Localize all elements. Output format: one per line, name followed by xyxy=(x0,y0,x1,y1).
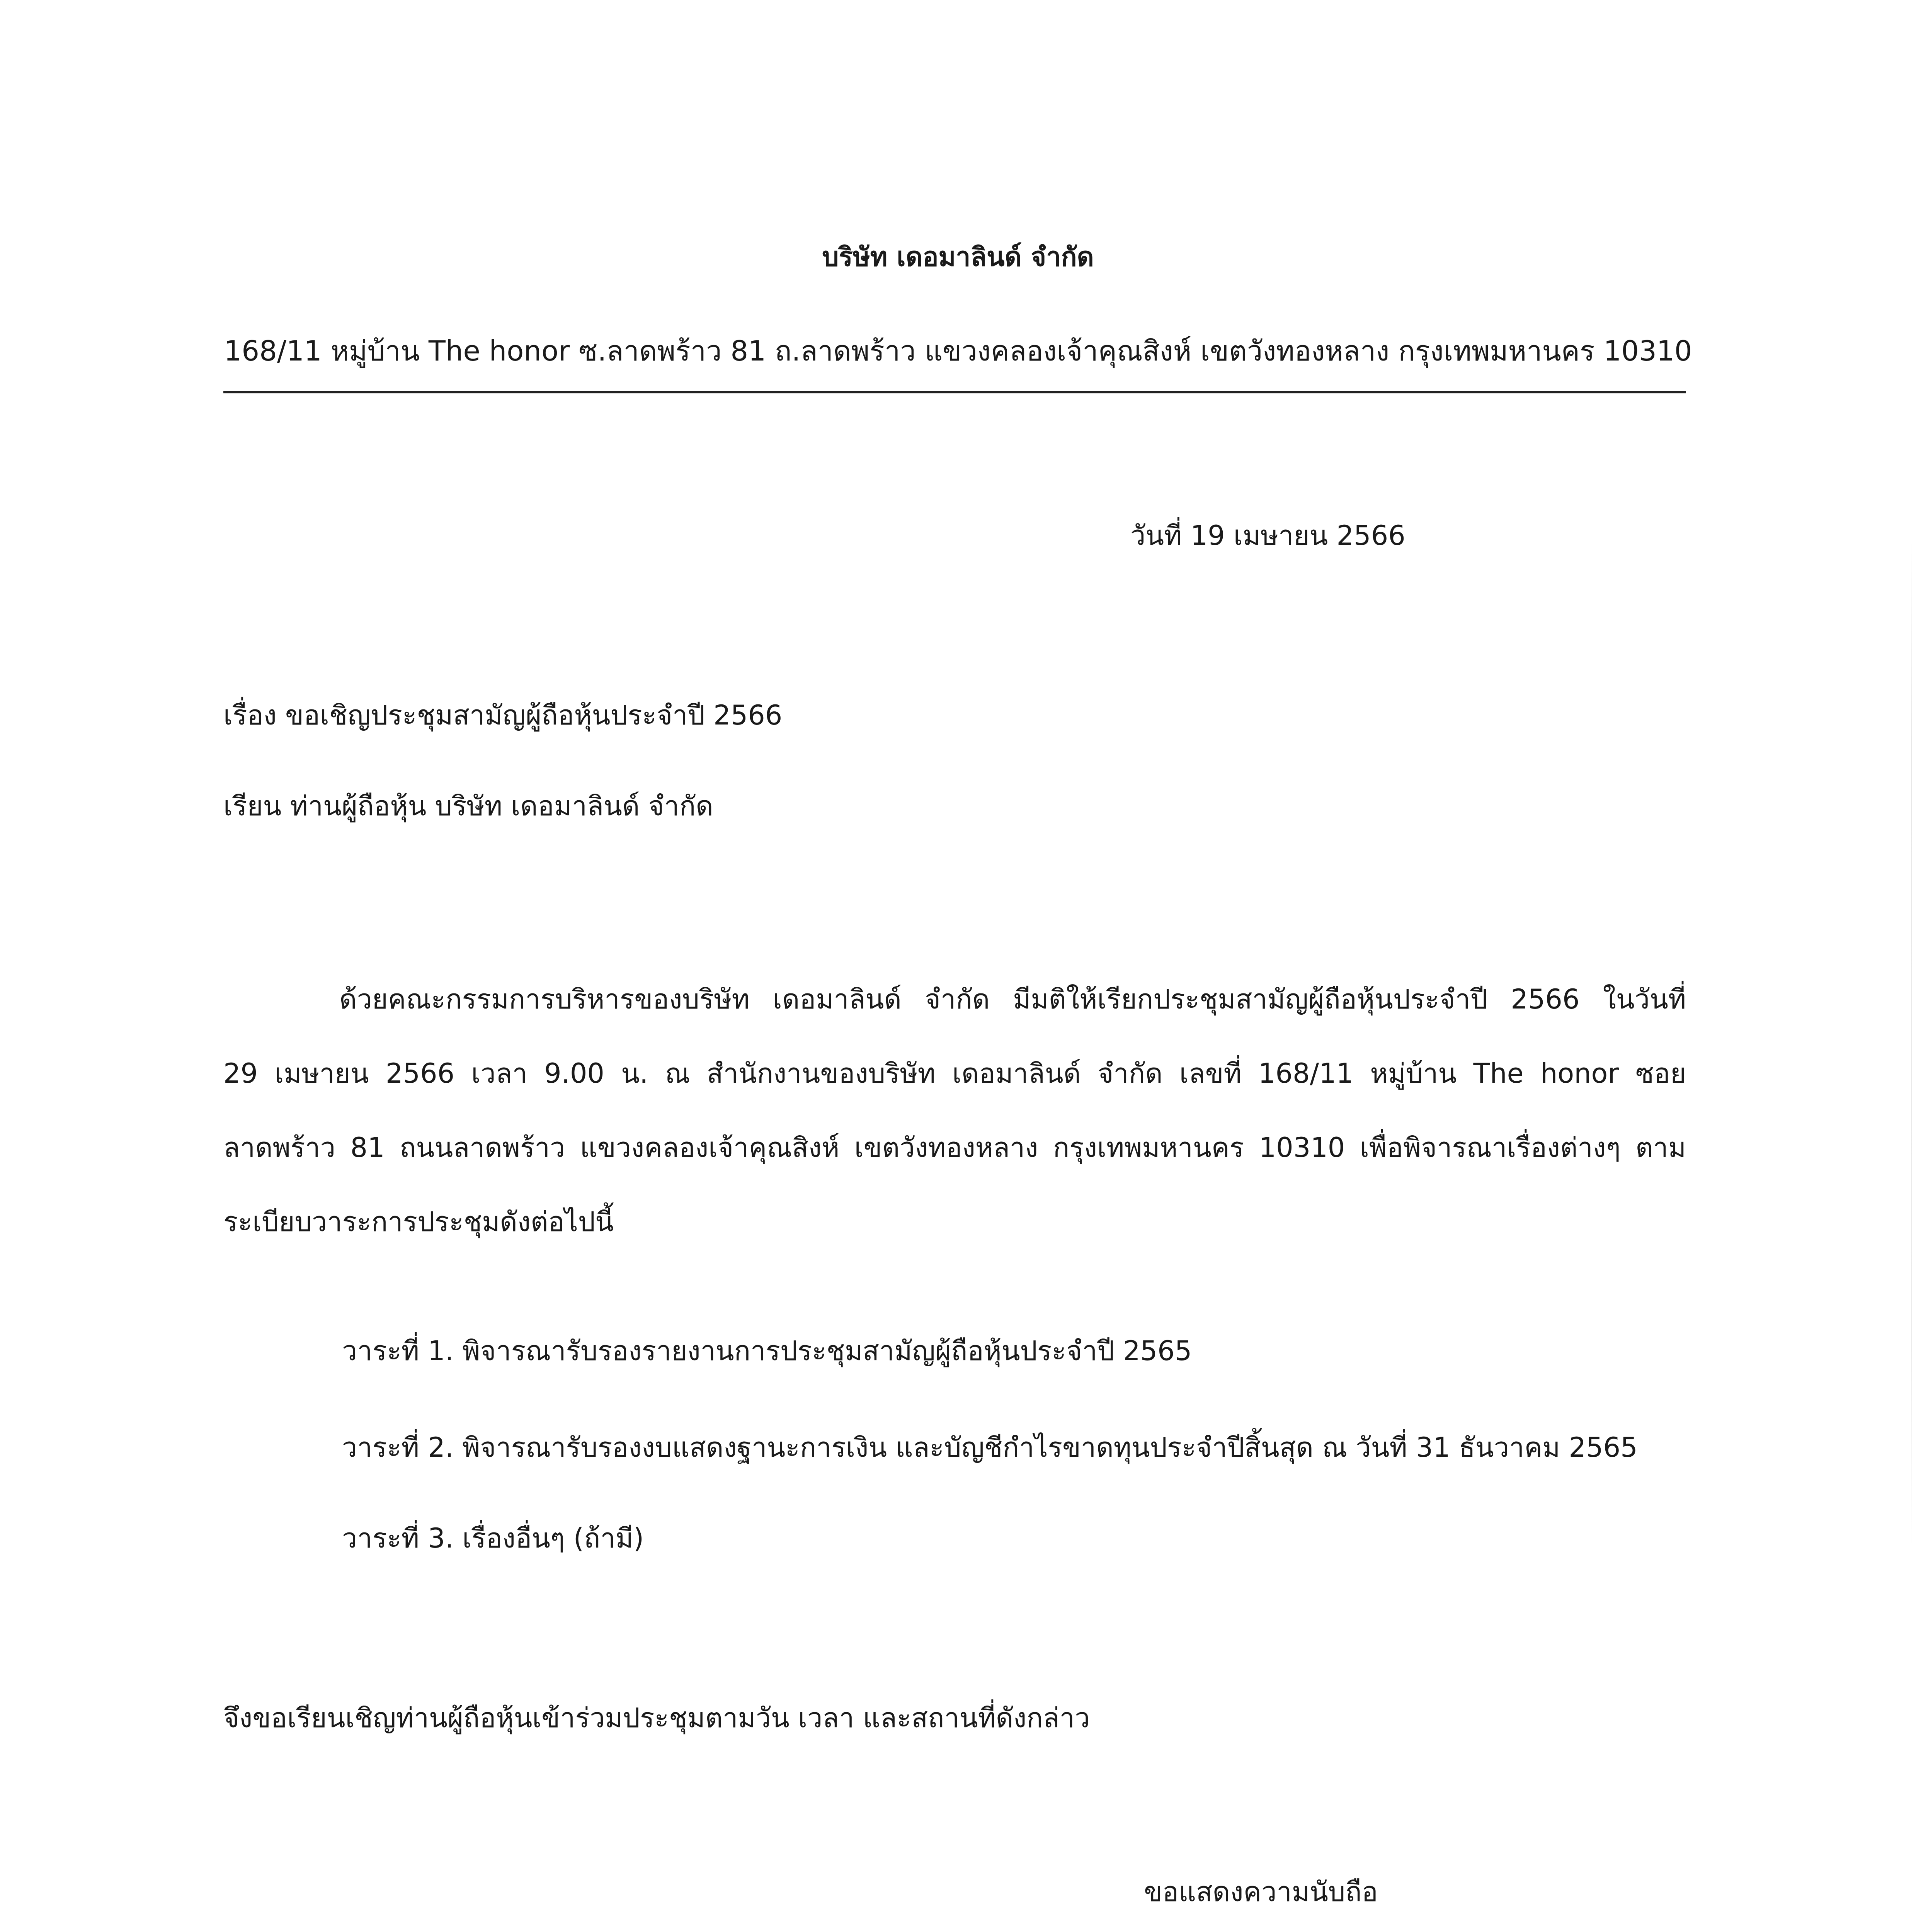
closing-line: จึงขอเรียนเชิญท่านผู้ถือหุ้นเข้าร่วมประชุมตามวัน เวลา และสถานที่ดังกล่าว xyxy=(223,1702,1090,1734)
agenda-item-2: วาระที่ 2. พิจารณารับรองงบแสดงฐานะการเงิน และบัญชีกำไรขาดทุนประจำปีสิ้นสุด ณ วันที่ 31 ธันวาคม 2565 xyxy=(342,1432,1638,1463)
letter-date: วันที่ 19 เมษายน 2566 xyxy=(1130,520,1406,551)
regards-line: ขอแสดงความนับถือ xyxy=(1144,1876,1378,1908)
company-name: บริษัท เดอมาลินด์ จำกัด xyxy=(822,242,1094,272)
agenda-item-1: วาระที่ 1. พิจารณารับรองรายงานการประชุมสามัญผู้ถือหุ้นประจำปี 2565 xyxy=(342,1335,1192,1367)
subject-line: เรื่อง ขอเชิญประชุมสามัญผู้ถือหุ้นประจำปี 2566 xyxy=(223,699,783,731)
body-line: 29 เมษายน 2566 เวลา 9.00 น. ณ สำนักงานของบริษัท เดอมาลินด์ จำกัด เลขที่ 168/11 หมู่บ้าน The honor ซอย xyxy=(223,1058,1686,1089)
body-line: ด้วยคณะกรรมการบริหารของบริษัท เดอมาลินด์ จำกัด มีมติให้เรียกประชุมสามัญผู้ถือหุ้นประจำปี 2566 ในวันที่ xyxy=(339,983,1686,1015)
body-line: ระเบียบวาระการประชุมดังต่อไปนี้ xyxy=(223,1206,614,1238)
body-paragraph xyxy=(223,962,1686,1259)
body-line: ลาดพร้าว 81 ถนนลาดพร้าว แขวงคลองเจ้าคุณสิงห์ เขตวังทองหลาง กรุงเทพมหานคร 10310 เพื่อพิจารณาเรื่องต่างๆ ตาม xyxy=(223,1132,1686,1163)
letterhead-divider xyxy=(223,391,1686,393)
scan-edge-shadow xyxy=(1911,541,1912,1546)
company-address: 168/11 หมู่บ้าน The honor ซ.ลาดพร้าว 81 ถ.ลาดพร้าว แขวงคลองเจ้าคุณสิงห์ เขตวังทองหลาง กรุงเทพมหานคร 10310 xyxy=(224,335,1692,367)
agenda-item-3: วาระที่ 3. เรื่องอื่นๆ (ถ้ามี) xyxy=(342,1522,644,1554)
recipient-line: เรียน ท่านผู้ถือหุ้น บริษัท เดอมาลินด์ จำกัด xyxy=(223,790,713,822)
